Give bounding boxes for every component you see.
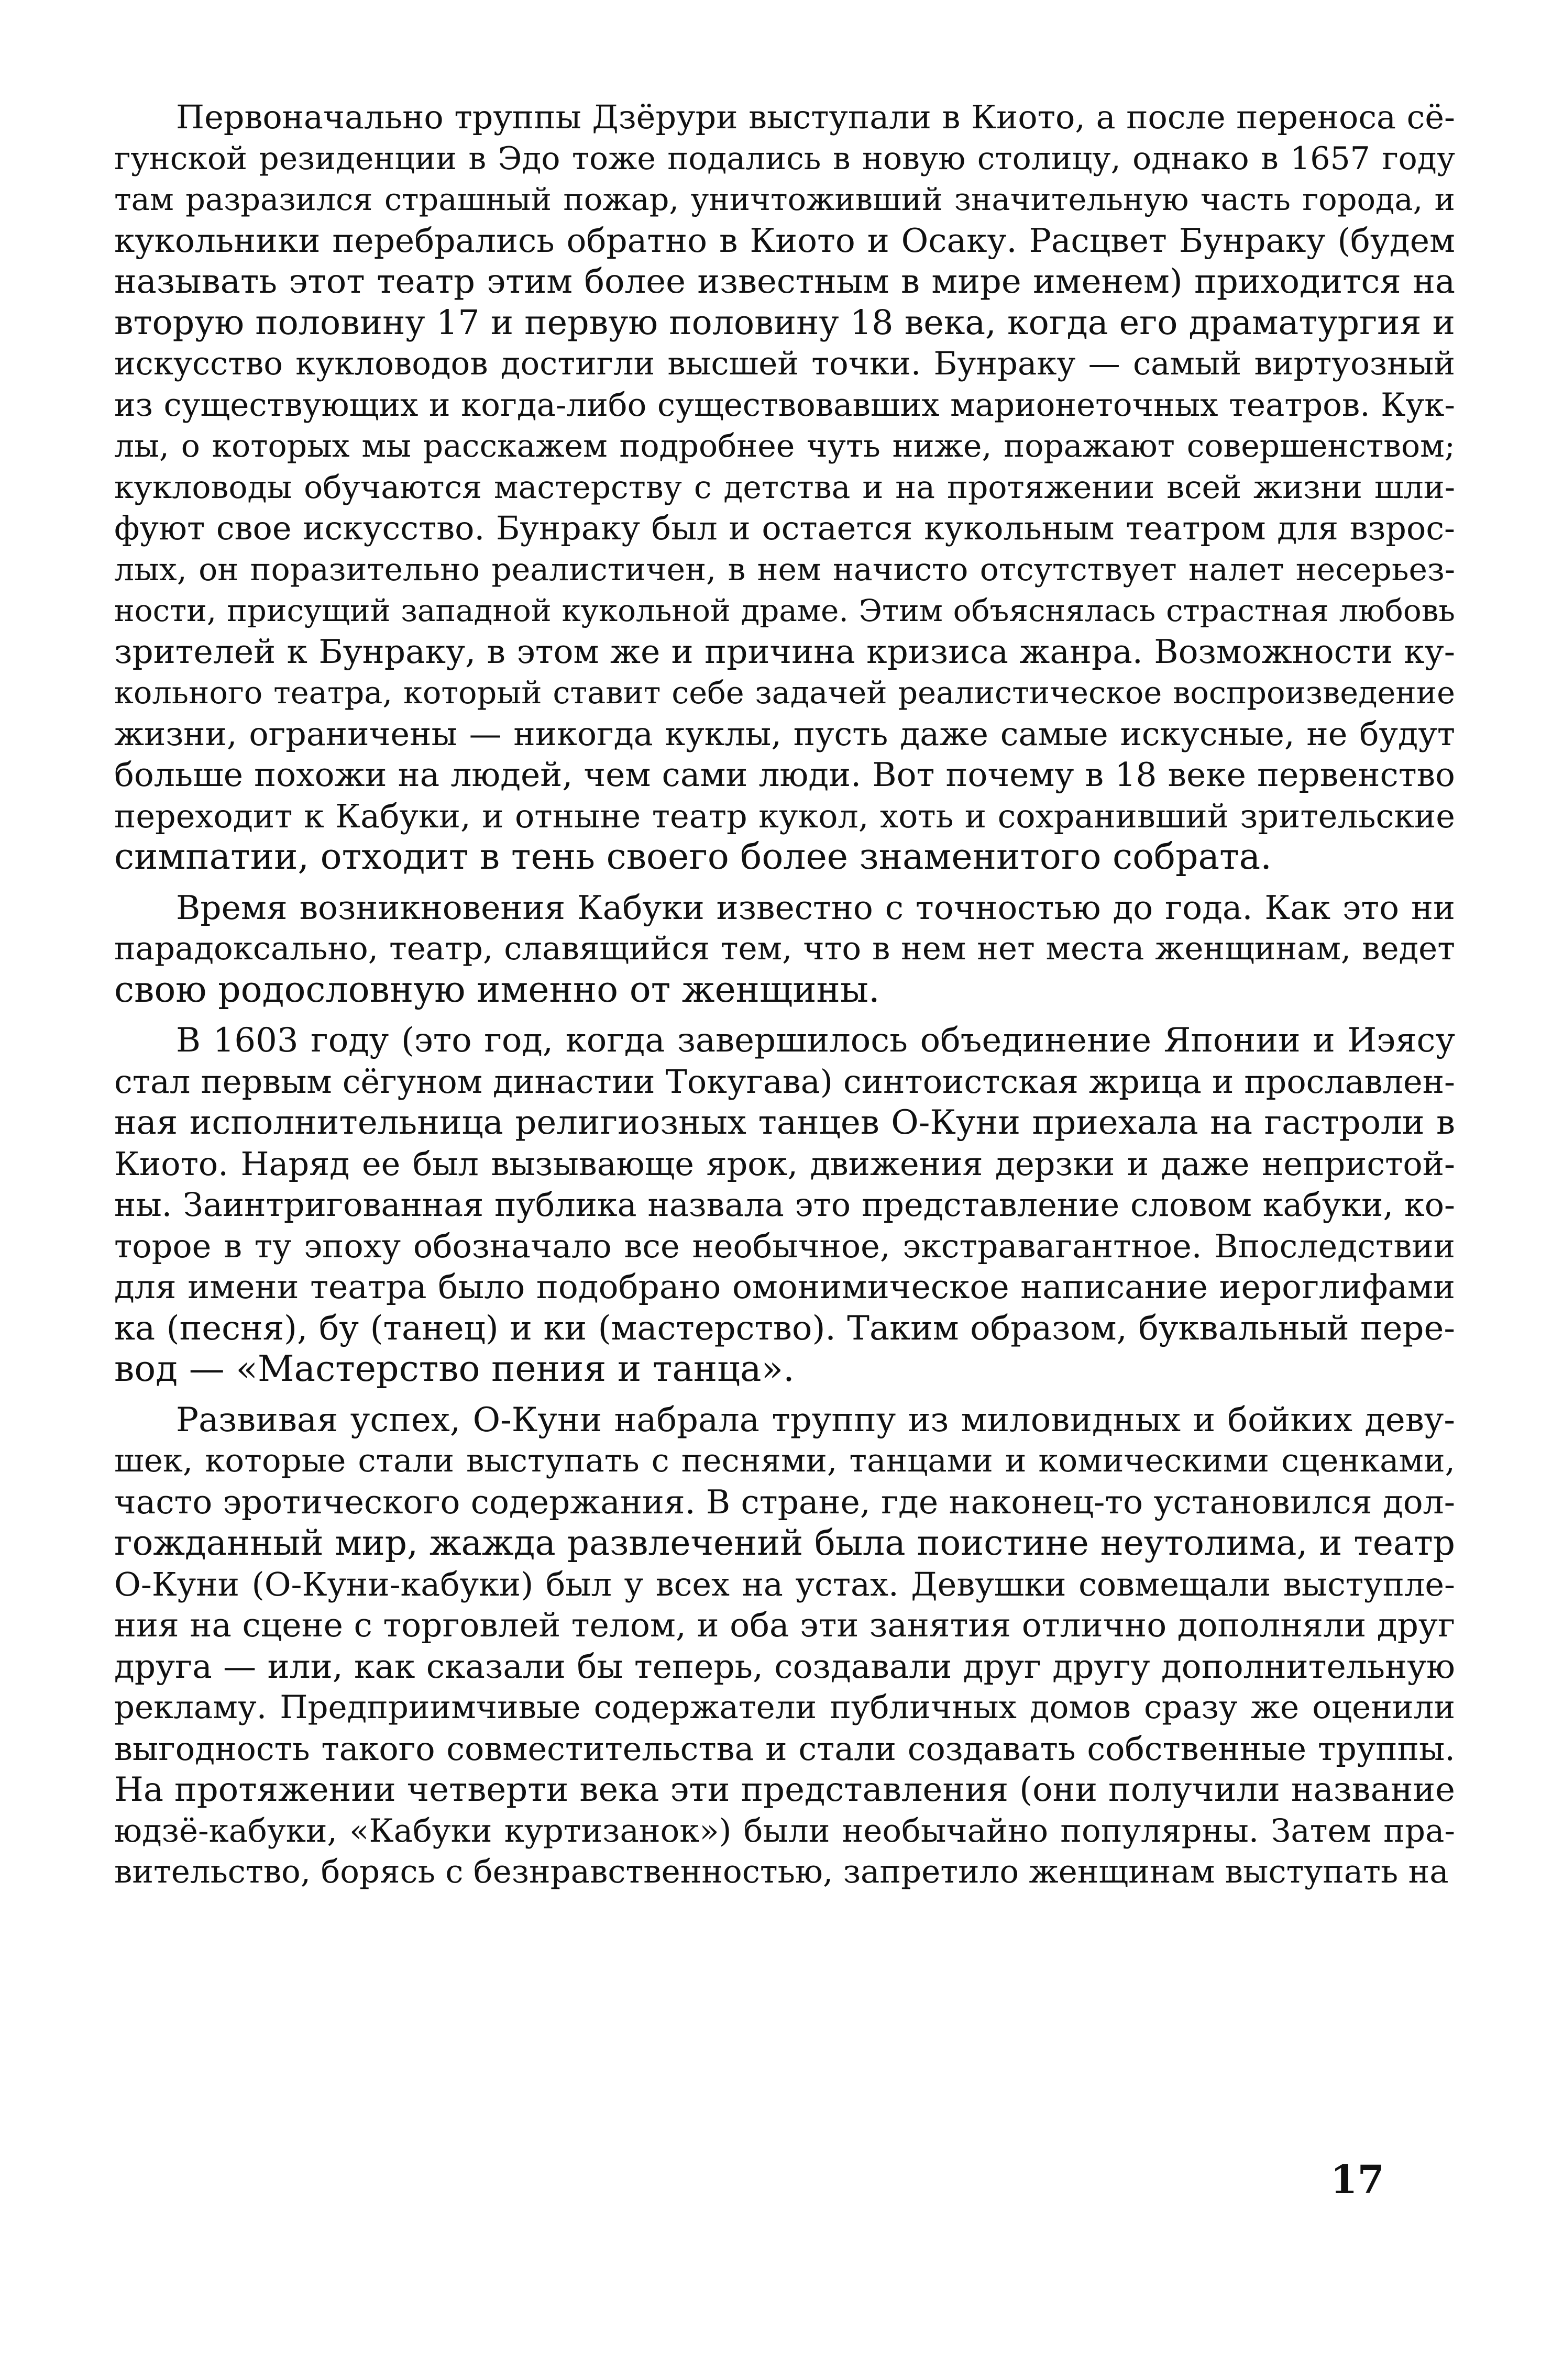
text-line: ния на сцене с торговлей телом, и оба эти занятия отлично дополняли друг <box>114 1606 1455 1644</box>
body-text <box>114 97 1455 1893</box>
text-line: шек, которые стали выступать с песнями, танцами и комическими сценками, <box>114 1442 1455 1479</box>
text-line: искусство кукловодов достигли высшей точки. Бунраку — самый виртуозный <box>114 345 1455 382</box>
text-line: из существующих и когда-либо существовавших марионеточных театров. Кук- <box>114 386 1455 424</box>
text-line: там разразился страшный пожар, уничтоживший значительную часть города, и <box>114 181 1455 217</box>
text-line: свою родословную именно от женщины. <box>114 969 880 1011</box>
text-line: В 1603 году (это год, когда завершилось объединение Японии и Иэясу <box>176 1021 1455 1060</box>
text-line: юдзё-кабуки, «Кабуки куртизанок») были необычайно популярны. Затем пра- <box>114 1812 1455 1850</box>
text-line: ка (песня), бу (танец) и ки (мастерство). Таким образом, буквальный пере- <box>114 1309 1455 1348</box>
text-line: выгодность такого совместительства и стали создавать собственные труппы. <box>114 1729 1455 1768</box>
text-line: вторую половину 17 и первую половину 18 века, когда его драматургия и <box>114 303 1455 342</box>
text-line: ности, присущий западной кукольной драме. Этим объяснялась страстная любовь <box>114 593 1455 628</box>
text-line: Время возникновения Кабуки известно с точностью до года. Как это ни <box>176 888 1455 927</box>
text-line: парадоксально, театр, славящийся тем, что в нем нет места женщинам, ведет <box>114 930 1455 967</box>
text-line: Киото. Наряд ее был вызывающе ярок, движения дерзки и даже непристой- <box>114 1144 1455 1183</box>
paragraph-gap <box>114 1390 1455 1400</box>
text-line: для имени театра было подобрано омонимическое написание иероглифами <box>114 1268 1455 1306</box>
text-line: ны. Заинтригованная публика назвала это представление словом кабуки, ко- <box>114 1186 1455 1224</box>
text-line: стал первым сёгуном династии Токугава) синтоистская жрица и прославлен- <box>114 1062 1455 1101</box>
page-number: 17 <box>1330 2157 1384 2202</box>
paragraph-gap <box>114 1011 1455 1020</box>
text-line: лых, он поразительно реалистичен, в нем начисто отсутствует налет несерьез- <box>114 551 1455 588</box>
text-line: гунской резиденции в Эдо тоже подались в новую столицу, однако в 1657 году <box>114 140 1455 177</box>
text-line: торое в ту эпоху обозначало все необычное, экстравагантное. Впоследствии <box>114 1226 1455 1265</box>
paragraph-gap <box>114 878 1455 888</box>
text-line: больше похожи на людей, чем сами люди. Вот почему в 18 веке первенство <box>114 756 1455 794</box>
text-line: кукольники перебрались обратно в Киото и Осаку. Расцвет Бунраку (будем <box>114 221 1455 260</box>
text-line: часто эротического содержания. В стране, где наконец-то установился дол- <box>114 1482 1455 1521</box>
text-line: Развивая успех, О-Куни набрала труппу из миловидных и бойких деву- <box>176 1400 1455 1440</box>
text-line: гожданный мир, жажда развлечений была поистине неутолима, и театр <box>114 1523 1455 1563</box>
text-line: рекламу. Предприимчивые содержатели публичных домов сразу же оценили <box>114 1689 1455 1726</box>
paragraph <box>114 1400 1455 1893</box>
text-line: Первоначально труппы Дзёрури выступали в Киото, а после переноса сё- <box>176 98 1455 136</box>
text-line: О-Куни (О-Куни-кабуки) был у всех на устах. Девушки совмещали выступле- <box>114 1565 1455 1603</box>
text-line: ная исполнительница религиозных танцев О-Куни приехала на гастроли в <box>114 1103 1455 1142</box>
paragraph <box>114 888 1455 1011</box>
text-line: друга — или, как сказали бы теперь, создавали друг другу дополнительную <box>114 1647 1455 1686</box>
text-line: переходит к Кабуки, и отныне театр кукол, хоть и сохранивший зрительские <box>114 796 1455 835</box>
text-line: лы, о которых мы расскажем подробнее чуть ниже, поражают совершенством; <box>114 428 1455 464</box>
text-line: кольного театра, который ставит себе задачей реалистическое воспроизведение <box>114 674 1455 711</box>
text-line: кукловоды обучаются мастерству с детства и на протяжении всей жизни шли- <box>114 469 1455 506</box>
text-line: называть этот театр этим более известным в мире именем) приходится на <box>114 262 1455 301</box>
text-line: зрителей к Бунраку, в этом же и причина кризиса жанра. Возможности ку- <box>114 632 1455 671</box>
text-line: вод — «Мастерство пения и танца». <box>114 1348 795 1390</box>
text-line: жизни, ограничены — никогда куклы, пусть даже самые искусные, не будут <box>114 714 1455 753</box>
text-line: фуют свое искусство. Бунраку был и остается кукольным театром для взрос- <box>114 509 1455 547</box>
text-line: симпатии, отходит в тень своего более знаменитого собрата. <box>114 836 1272 878</box>
paragraph <box>114 97 1455 878</box>
text-line: вительство, борясь с безнравственностью, запретило женщинам выступать на <box>114 1853 1449 1890</box>
text-line: На протяжении четверти века эти представления (они получили название <box>114 1770 1455 1809</box>
paragraph <box>114 1020 1455 1390</box>
